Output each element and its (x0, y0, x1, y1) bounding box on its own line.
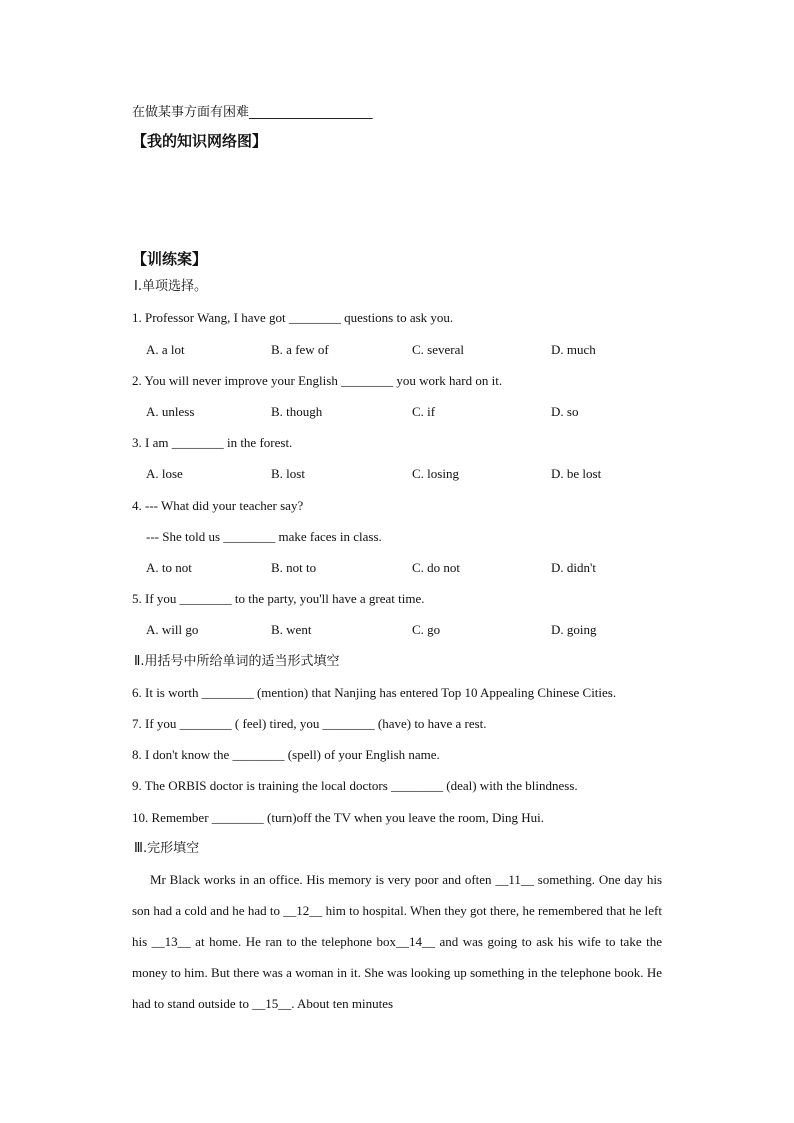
fill-item-7: 7. If you ________ ( feel) tired, you ________ (have) to have a rest. (132, 716, 487, 731)
fill-item-6: 6. It is worth ________ (mention) that Nanjing has entered Top 10 Appealing Chinese Cities. (132, 685, 617, 700)
q5-option-b: B. went (271, 622, 312, 637)
q1-option-a: A. a lot (146, 342, 185, 357)
q3-option-d: D. be lost (551, 466, 602, 481)
q1-option-c: C. several (412, 342, 464, 357)
q2-option-b: B. though (271, 404, 323, 419)
question-4-stem: 4. --- What did your teacher say? (132, 498, 304, 513)
q1-option-b: B. a few of (271, 342, 329, 357)
question-1-stem: 1. Professor Wang, I have got ________ questions to ask you. (132, 310, 454, 325)
question-3-stem: 3. I am ________ in the forest. (132, 435, 293, 450)
q2-option-d: D. so (551, 404, 579, 419)
cloze-passage: Mr Black works in an office. His memory is very poor and often __11__ something. One day his son had a cold and he had to __12__ him to hospital. When they got there, he remembered that he left his __13__ at home. He ran to the telephone box__14__ and was going to ask his wife to take the money to him. But there was a woman in it. She was looking up something in the telephone book. He had to stand outside to __15__. About ten minutes (132, 872, 662, 1011)
q5-option-d: D. going (551, 622, 597, 637)
q3-option-b: B. lost (271, 466, 305, 481)
q4-option-d: D. didn't (551, 560, 596, 575)
q3-option-c: C. losing (412, 466, 459, 481)
fill-item-10: 10. Remember ________ (turn)off the TV when you leave the room, Ding Hui. (132, 810, 544, 825)
q2-option-a: A. unless (146, 404, 195, 419)
fill-item-8: 8. I don't know the ________ (spell) of your English name. (132, 747, 440, 762)
q4-option-a: A. to not (146, 560, 192, 575)
question-5-stem: 5. If you ________ to the party, you'll have a great time. (132, 591, 425, 606)
knowledge-network-heading: 【我的知识网络图】 (132, 132, 268, 150)
q5-option-c: C. go (412, 622, 441, 637)
q4-option-b: B. not to (271, 560, 317, 575)
section1-title: Ⅰ.单项选择。 (134, 279, 207, 294)
training-heading: 【训练案】 (132, 250, 208, 268)
fill-item-9: 9. The ORBIS doctor is training the local doctors ________ (deal) with the blindness. (132, 778, 578, 793)
q4-option-c: C. do not (412, 560, 461, 575)
q2-option-c: C. if (412, 404, 436, 419)
question-2-stem: 2. You will never improve your English ________ you work hard on it. (132, 373, 503, 388)
q5-option-a: A. will go (146, 622, 199, 637)
top-phrase-line: 在做某事方面有困难___________________ (132, 105, 373, 120)
question-4-reply: --- She told us ________ make faces in class. (146, 529, 382, 544)
section3-title: Ⅲ.完形填空 (134, 841, 200, 856)
q1-option-d: D. much (551, 342, 596, 357)
section2-title: Ⅱ.用括号中所给单词的适当形式填空 (134, 654, 340, 669)
q3-option-a: A. lose (146, 466, 183, 481)
